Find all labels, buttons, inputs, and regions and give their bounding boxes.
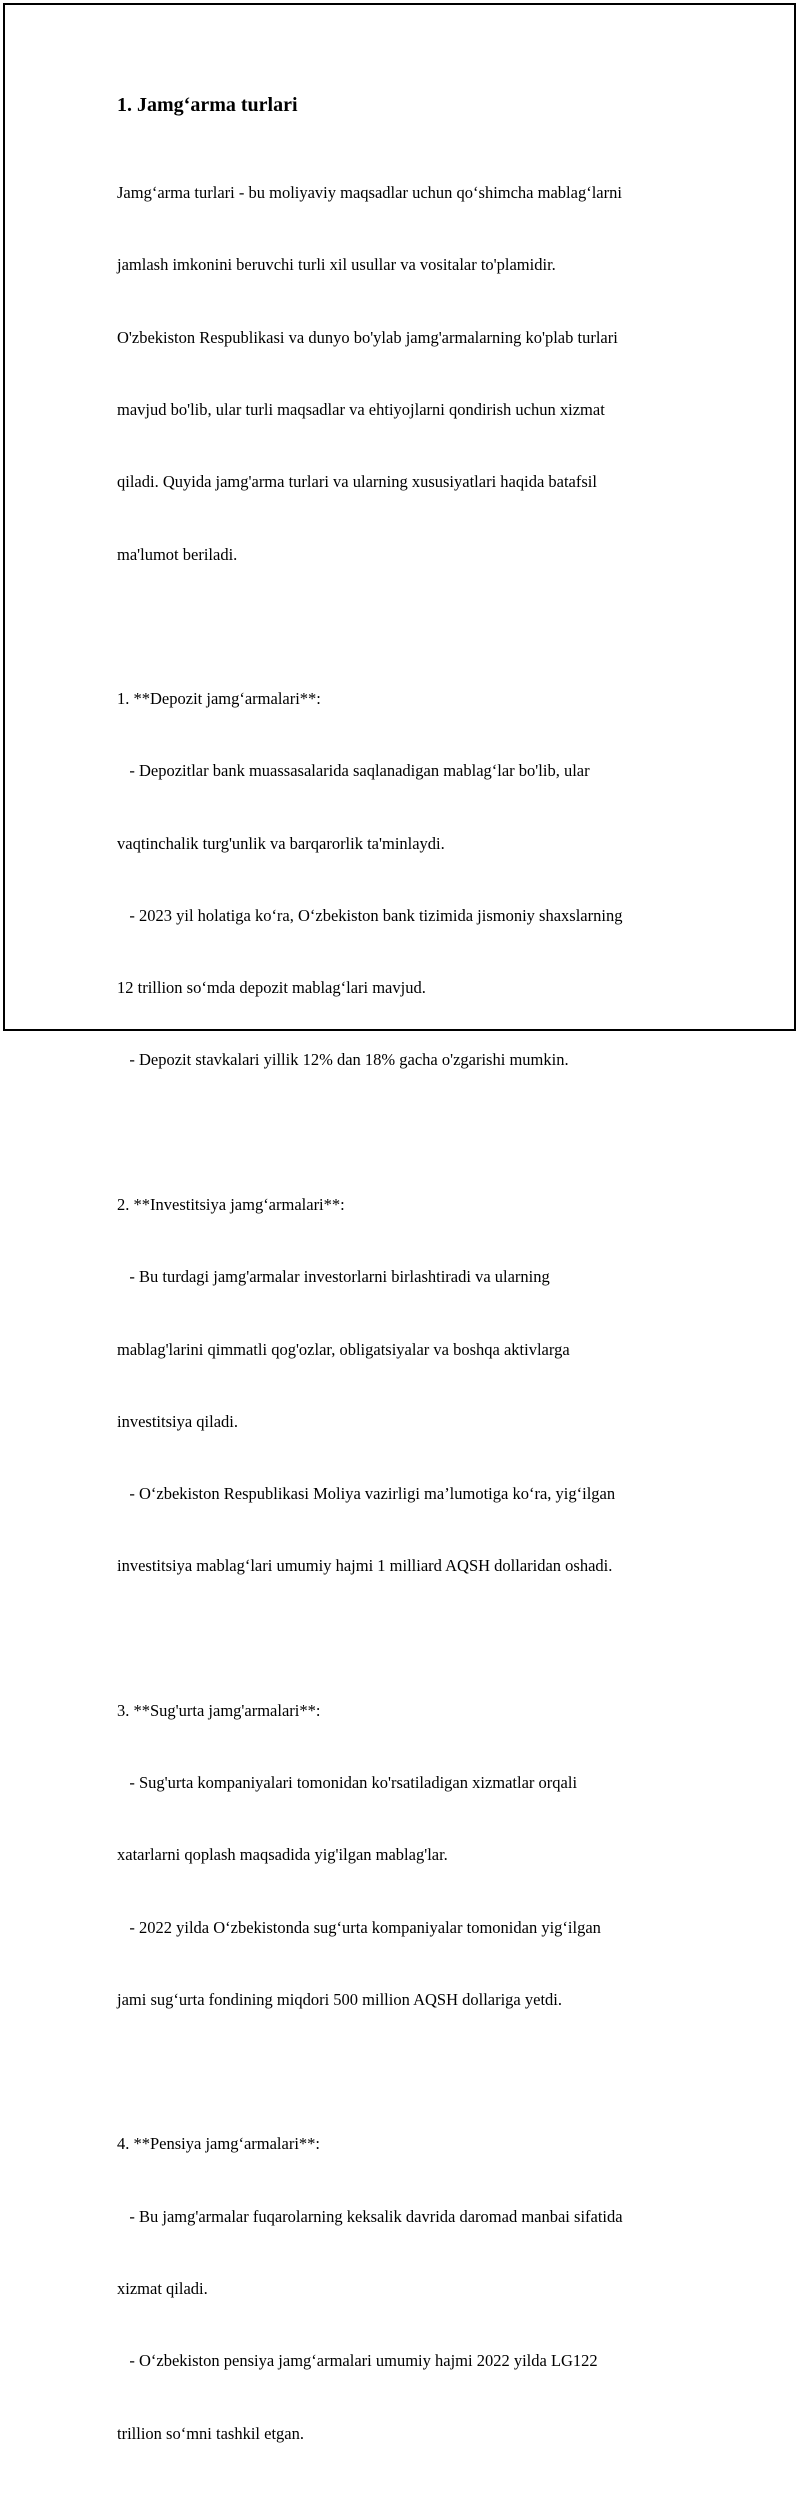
list-item-investitsiya (117, 1145, 697, 1627)
text-line: xatarlarni qoplash maqsadida yig'ilgan mablag'lar. (117, 1845, 448, 1865)
text-line: investitsiya qiladi. (117, 1411, 238, 1431)
text-line: ma'lumot beriladi. (117, 544, 238, 564)
text-line: - 2022 yilda O‘zbekistonda sug‘urta kompaniyalar tomonidan yig‘ilgan (117, 1917, 601, 1937)
text-line: - Sug'urta kompaniyalari tomonidan ko'rsatiladigan xizmatlar orqali (117, 1773, 578, 1793)
text-line: 12 trillion so‘mda depozit mablag‘lari mavjud. (117, 978, 426, 998)
text-line: - O‘zbekiston Respublikasi Moliya vazirligi ma’lumotiga ko‘ra, yig‘ilgan (117, 1484, 616, 1504)
text-line: - Bu jamg'armalar fuqarolarning keksalik davrida daromad manbai sifatida (117, 2206, 623, 2226)
text-line: mavjud bo'lib, ular turli maqsadlar va ehtiyojlarni qondirish uchun xizmat (117, 400, 605, 420)
text-line: qiladi. Quyida jamg'arma turlari va ularning xususiyatlari haqida batafsil (117, 472, 597, 492)
document-body (117, 93, 697, 2494)
text-line: - Depozitlar bank muassasalarida saqlanadigan mablag‘lar bo'lib, ular (117, 761, 590, 781)
text-line: jamlash imkonini beruvchi turli xil usullar va vositalar to'plamidir. (117, 255, 556, 275)
list-item-sugurta (117, 1651, 697, 2061)
text-line: jami sug‘urta fondining miqdori 500 million AQSH dollariga yetdi. (117, 1989, 563, 2009)
text-line: investitsiya mablag‘lari umumiy hajmi 1 milliard AQSH dollaridan oshadi. (117, 1556, 613, 1576)
list-item-depozit (117, 639, 697, 1121)
text-line: - 2023 yil holatiga ko‘ra, O‘zbekiston bank tizimida jismoniy shaxslarning (117, 905, 623, 925)
text-line: - Bu turdagi jamg'armalar investorlarni birlashtiradi va ularning (117, 1267, 550, 1287)
text-line: - O‘zbekiston pensiya jamg‘armalari umumiy hajmi 2022 yilda LG122 (117, 2351, 598, 2371)
intro-paragraph (117, 133, 697, 615)
list-item-title: 3. **Sug'urta jamg'armalari**: (117, 1700, 321, 1720)
text-line: trillion so‘mni tashkil etgan. (117, 2423, 304, 2443)
text-line: - Depozit stavkalari yillik 12% dan 18% gacha o'zgarishi mumkin. (117, 1050, 569, 1070)
list-item-title: 4. **Pensiya jamg‘armalari**: (117, 2134, 320, 2154)
text-line: Jamg‘arma turlari - bu moliyaviy maqsadlar uchun qo‘shimcha mablag‘larni (117, 183, 622, 203)
text-line: vaqtinchalik turg'unlik va barqarorlik ta'minlaydi. (117, 833, 445, 853)
text-line: O'zbekiston Respublikasi va dunyo bo'ylab jamg'armalarning ko'plab turlari (117, 327, 618, 347)
list-item-title: 2. **Investitsiya jamg‘armalari**: (117, 1194, 345, 1214)
list-item-pensiya (117, 2084, 697, 2494)
text-line: mablag'larini qimmatli qog'ozlar, obligatsiyalar va boshqa aktivlarga (117, 1339, 570, 1359)
text-line: xizmat qiladi. (117, 2278, 208, 2298)
section-heading: 1. Jamg‘arma turlari (117, 94, 298, 116)
list-item-title: 1. **Depozit jamg‘armalari**: (117, 689, 321, 709)
